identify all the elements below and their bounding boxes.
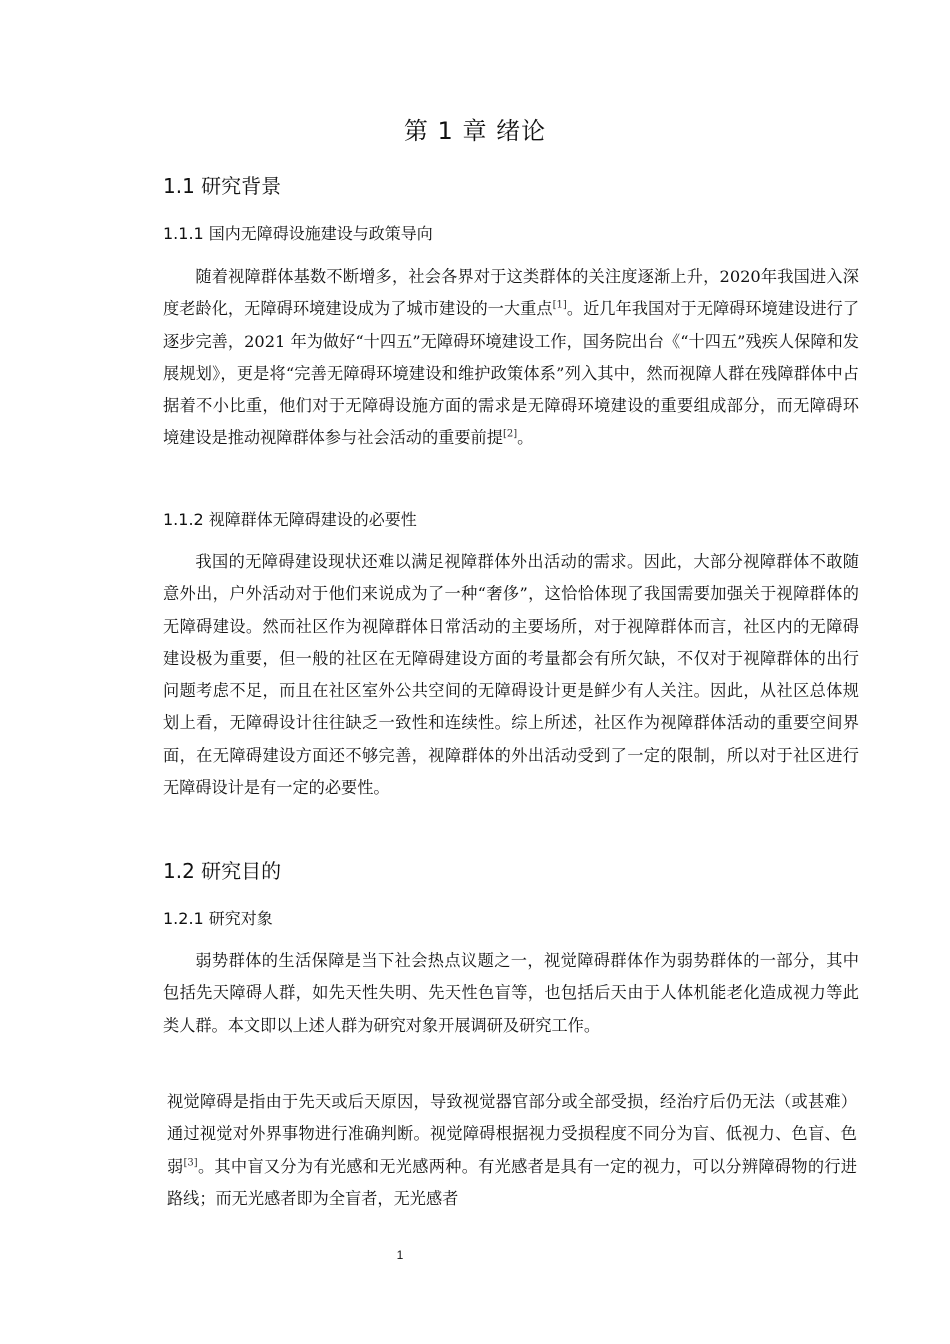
paragraph-text: 视觉障碍是指由于先天或后天原因，导致视觉器官部分或全部受损，经治疗后仍无法（或甚难）通过视觉对外界事物进行准确判断。视觉障碍根据视力受损程度不同分为盲、低视力、色盲、色弱	[167, 1092, 857, 1176]
paragraph-text: 。	[517, 428, 534, 448]
citation-ref: [3]	[183, 1157, 198, 1169]
section-heading-1-2: 1.2 研究目的	[163, 859, 282, 883]
page-number: 1	[396, 1248, 404, 1262]
section-heading-1-1-2: 1.1.2 视障群体无障碍建设的必要性	[163, 510, 417, 529]
paragraph-text: 随着视障群体基数不断增多，社会各界对于这类群体的关注度逐渐上升，2020年我国进入深度老龄化，无障碍环境建设成为了城市建设的一大重点	[163, 267, 859, 319]
paragraph-1-2-1-a: 弱势群体的生活保障是当下社会热点议题之一，视觉障碍群体作为弱势群体的一部分，其中包括先天障碍人群，如先天性失明、先天性色盲等，也包括后天由于人体机能老化造成视力等此类人群。本文即以上述人群为研究对象开展调研及研究工作。	[163, 951, 859, 1035]
paragraph-1-2-1-b	[167, 1086, 857, 1215]
citation-ref: [2]	[502, 429, 518, 441]
chapter-title: 第 1 章 绪论	[403, 117, 547, 145]
paragraph-text: 。其中盲又分为有光感和无光感两种。有光感者是具有一定的视力，可以分辨障碍物的行进路线；而无光感者即为全盲者，无光感者	[167, 1156, 857, 1208]
paragraph-1-1-2: 我国的无障碍建设现状还难以满足视障群体外出活动的需求。因此，大部分视障群体不敢随意外出，户外活动对于他们来说成为了一种“奢侈”，这恰恰体现了我国需要加强关于视障群体的无障碍建设。然而社区作为视障群体日常活动的主要场所，对于视障群体而言，社区内的无障碍建设极为重要，但一般的社区在无障碍建设方面的考量都会有所欠缺，不仅对于视障群体的出行问题考虑不足，而且在社区室外公共空间的无障碍设计更是鲜少有人关注。因此，从社区总体规划上看，无障碍设计往往缺乏一致性和连续性。综上所述，社区作为视障群体活动的重要空间界面，在无障碍建设方面还不够完善，视障群体的外出活动受到了一定的限制，所以对于社区进行无障碍设计是有一定的必要性。	[163, 552, 859, 798]
citation-ref: [1]	[552, 299, 567, 311]
paragraph-1-1-1	[163, 261, 859, 455]
paragraph-text: 。近几年我国对于无障碍环境建设进行了逐步完善，2021 年为做好“十四五”无障碍环境建设工作，国务院出台《“十四五”残疾人保障和发展规划》，更是将“完善无障碍环境建设和维护政策体系”列入其中，然而视障人群在残障群体中占据着不小比重，他们对于无障碍设施方面的需求是无障碍环境建设的重要组成部分，而无障碍环境建设是推动视障群体参与社会活动的重要前提	[163, 299, 860, 448]
section-heading-1-1: 1.1 研究背景	[163, 174, 282, 198]
section-heading-1-1-1: 1.1.1 国内无障碍设施建设与政策导向	[163, 224, 433, 243]
section-heading-1-2-1: 1.2.1 研究对象	[163, 909, 273, 928]
